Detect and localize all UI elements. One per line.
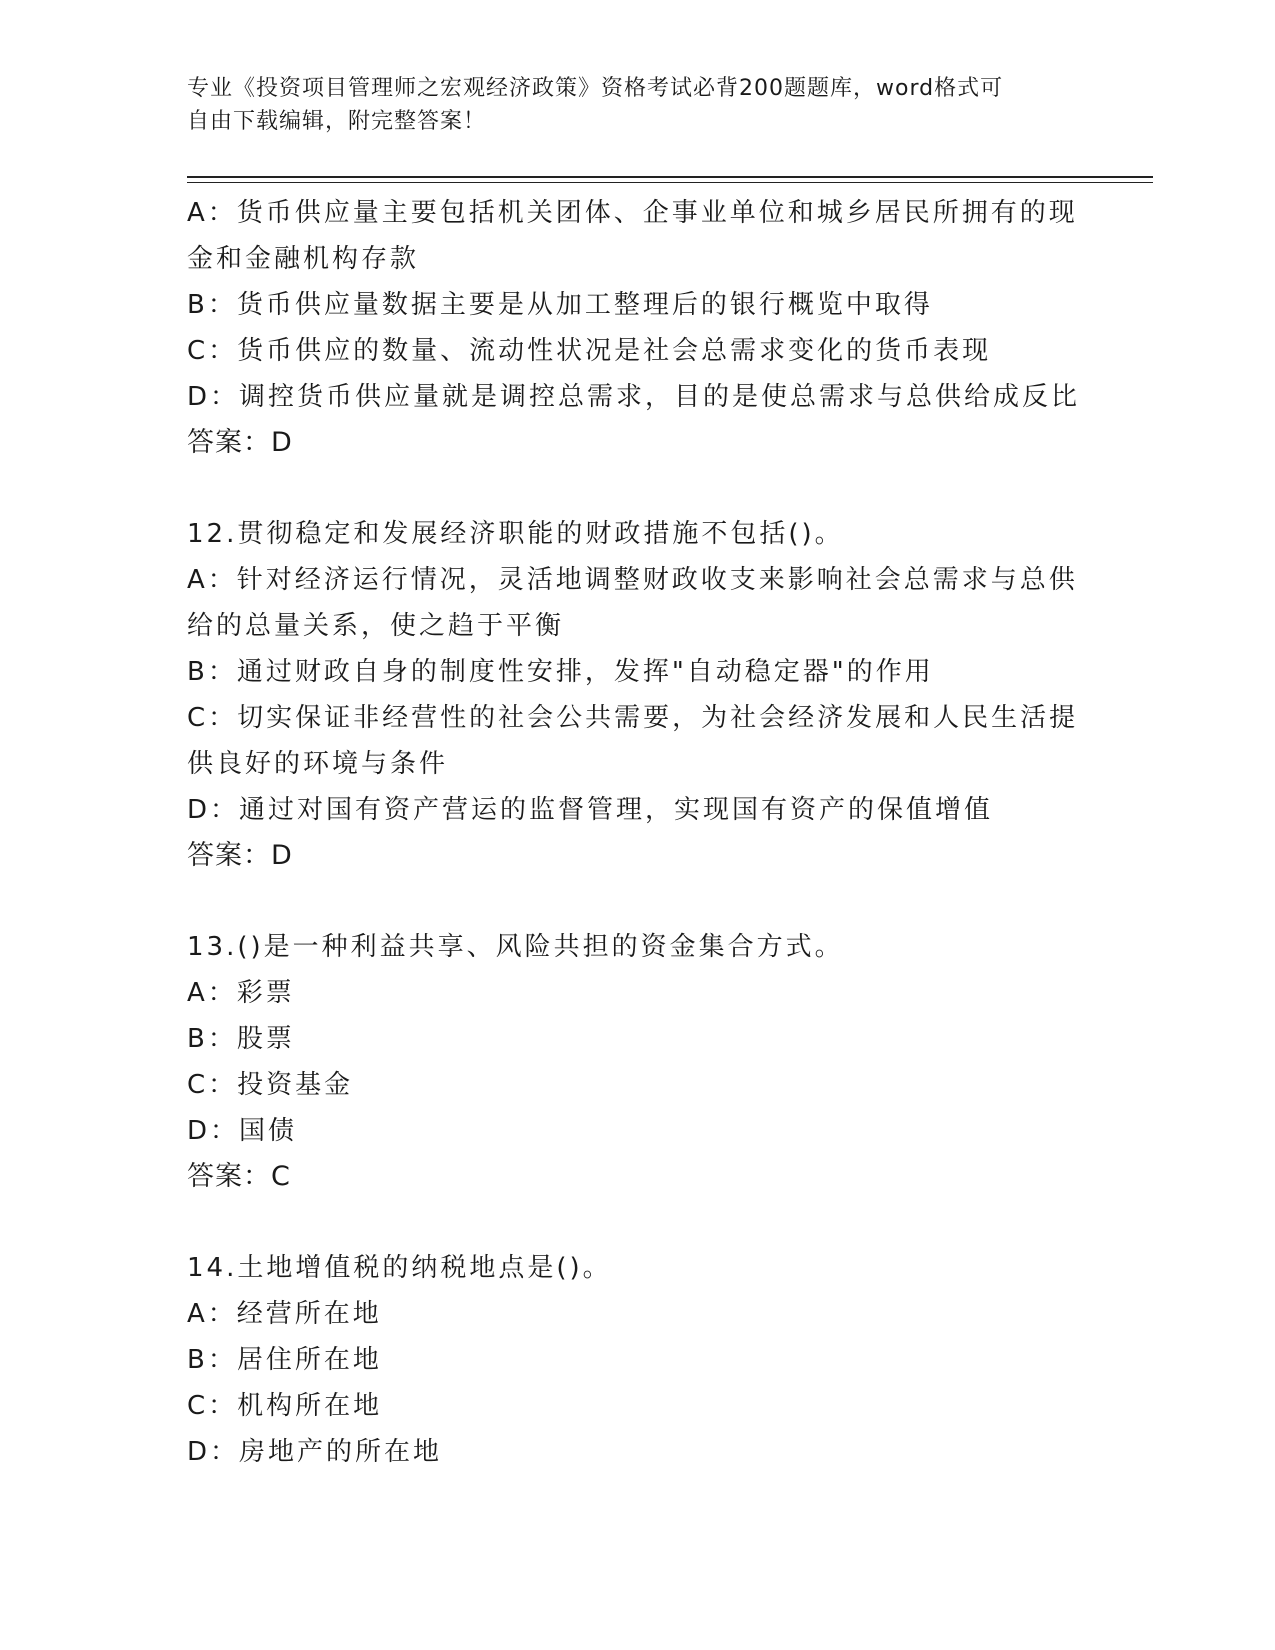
- q14-question: 14.土地增值税的纳税地点是()。: [187, 1253, 612, 1283]
- header-line-1: 专业《投资项目管理师之宏观经济政策》资格考试必背200题题库，word格式可: [187, 76, 1004, 101]
- q11-option-b: B：货币供应量数据主要是从加工整理后的银行概览中取得: [187, 290, 933, 320]
- q11-option-c: C：货币供应的数量、流动性状况是社会总需求变化的货币表现: [187, 336, 992, 366]
- q13-option-d: D：国债: [187, 1116, 298, 1146]
- spacer: [187, 1200, 1087, 1245]
- document-body: [187, 190, 1087, 1475]
- q14-option-a: A：经营所在地: [187, 1299, 382, 1329]
- question-14-block: [187, 1245, 1087, 1475]
- q13-option-b: B：股票: [187, 1024, 295, 1054]
- question-11-block: [187, 190, 1087, 466]
- document-header: [187, 72, 1067, 138]
- q13-option-a: A：彩票: [187, 978, 295, 1008]
- question-12-block: [187, 511, 1087, 879]
- q11-answer: 答案：D: [187, 427, 293, 458]
- spacer: [187, 879, 1087, 924]
- q14-option-c: C：机构所在地: [187, 1391, 383, 1421]
- q12-option-c-line-1: C：切实保证非经营性的社会公共需要，为社会经济发展和人民生活提: [187, 703, 1079, 733]
- q12-answer: 答案：D: [187, 840, 293, 871]
- question-13-block: [187, 924, 1087, 1200]
- q11-option-d: D：调控货币供应量就是调控总需求，目的是使总需求与总供给成反比: [187, 382, 1081, 412]
- q13-answer: 答案：C: [187, 1161, 291, 1192]
- q14-option-b: B：居住所在地: [187, 1345, 382, 1375]
- q11-option-a-line-2: 金和金融机构存款: [187, 244, 420, 274]
- header-rule-thick: [187, 176, 1153, 178]
- q11-option-a-line-1: A：货币供应量主要包括机关团体、企事业单位和城乡居民所拥有的现: [187, 198, 1078, 228]
- q13-option-c: C：投资基金: [187, 1070, 354, 1100]
- header-rule-thin: [187, 182, 1153, 183]
- q12-option-d: D：通过对国有资产营运的监督管理，实现国有资产的保值增值: [187, 795, 994, 825]
- spacer: [187, 466, 1087, 511]
- q13-question: 13.()是一种利益共享、风险共担的资金集合方式。: [187, 932, 844, 962]
- q12-option-a-line-2: 给的总量关系，使之趋于平衡: [187, 611, 565, 641]
- q12-option-b: B：通过财政自身的制度性安排，发挥"自动稳定器"的作用: [187, 657, 934, 687]
- header-line-2: 自由下载编辑，附完整答案！: [187, 109, 487, 134]
- q12-option-a-line-1: A：针对经济运行情况，灵活地调整财政收支来影响社会总需求与总供: [187, 565, 1078, 595]
- q12-option-c-line-2: 供良好的环境与条件: [187, 749, 449, 779]
- q12-question: 12.贯彻稳定和发展经济职能的财政措施不包括()。: [187, 519, 844, 549]
- q14-option-d: D：房地产的所在地: [187, 1437, 443, 1467]
